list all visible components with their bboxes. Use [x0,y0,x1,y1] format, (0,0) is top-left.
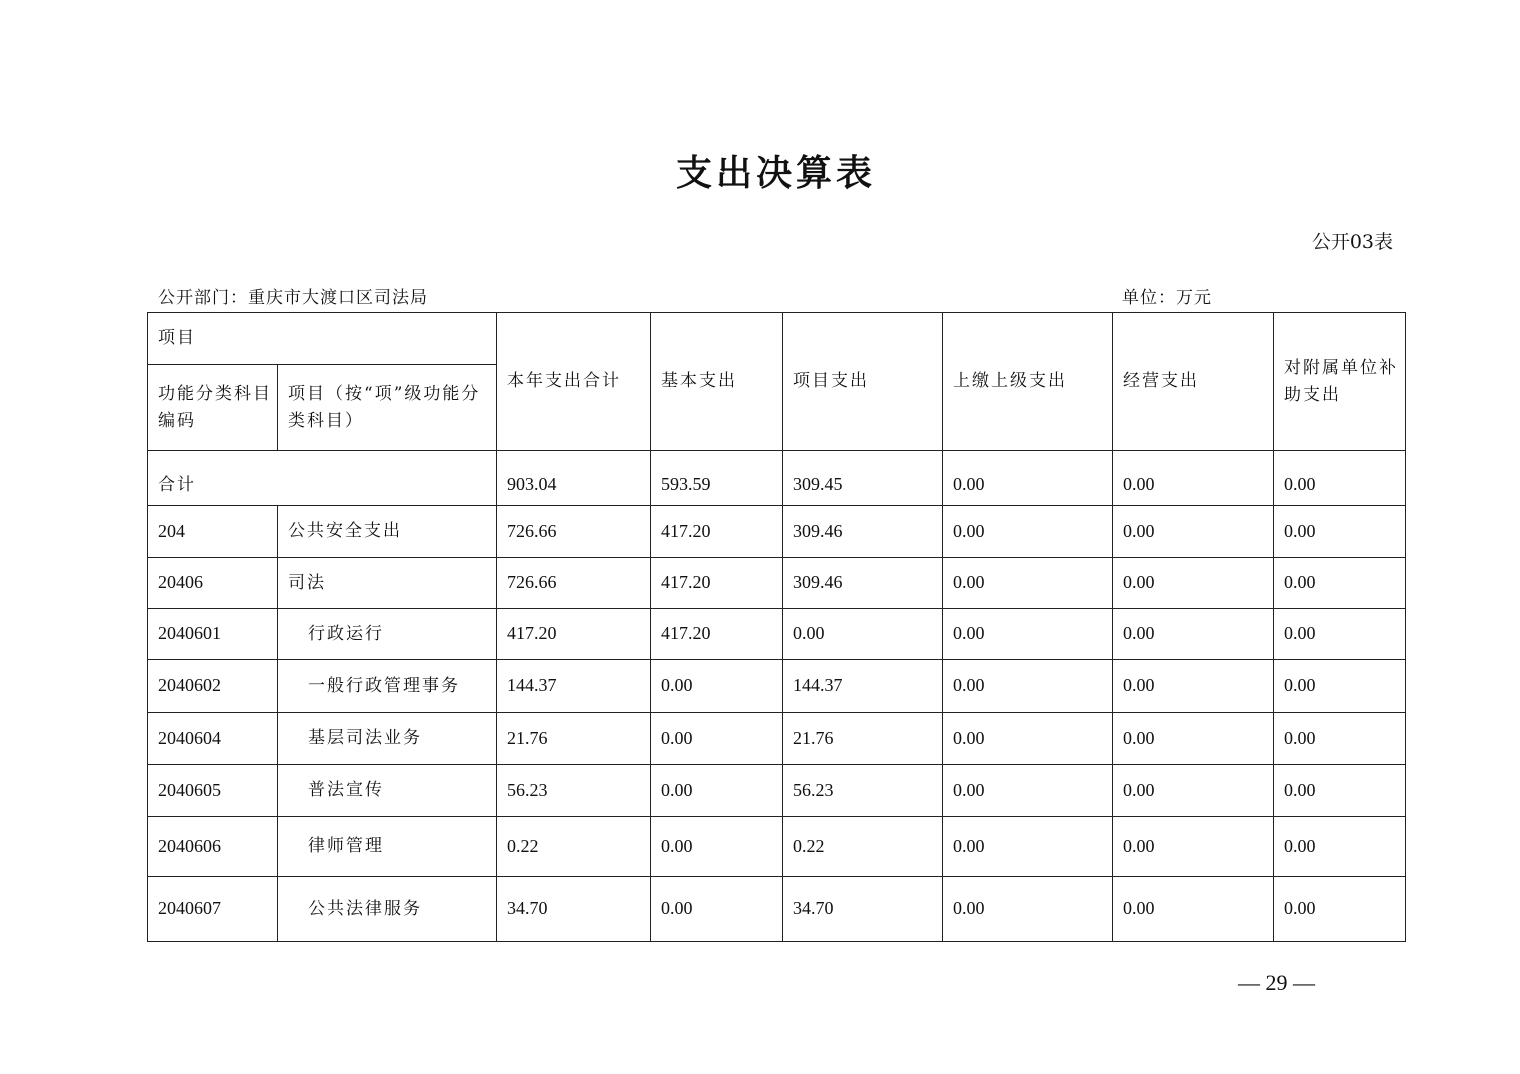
row-value: 0.00 [1274,877,1406,942]
total-value: 0.00 [1113,451,1274,506]
total-value: 0.00 [943,451,1113,506]
row-value: 0.00 [943,765,1113,817]
row-code: 204 [148,506,278,558]
row-value: 417.20 [497,609,651,660]
table-row [148,506,1406,558]
header-basic: 基本支出 [651,313,783,451]
row-name: 行政运行 [278,609,497,660]
row-code: 2040606 [148,817,278,877]
row-code: 2040604 [148,713,278,765]
row-value: 0.00 [1113,877,1274,942]
row-value: 0.00 [783,609,943,660]
row-value: 0.00 [651,877,783,942]
row-value: 0.00 [651,817,783,877]
table-row [148,660,1406,713]
row-value: 0.00 [651,765,783,817]
unit-label: 单位：万元 [1122,288,1212,308]
table-row [148,765,1406,817]
row-value: 417.20 [651,506,783,558]
row-value: 0.00 [943,660,1113,713]
row-value: 0.00 [943,506,1113,558]
row-value: 0.00 [1274,609,1406,660]
row-value: 0.00 [1274,506,1406,558]
department-label: 公开部门：重庆市大渡口区司法局 [158,288,428,308]
row-value: 0.00 [943,609,1113,660]
row-value: 0.00 [1274,558,1406,609]
total-value: 903.04 [497,451,651,506]
row-code: 20406 [148,558,278,609]
table-row [148,558,1406,609]
row-value: 144.37 [497,660,651,713]
row-value: 417.20 [651,609,783,660]
row-value: 0.00 [1113,609,1274,660]
row-value: 726.66 [497,506,651,558]
header-business: 经营支出 [1113,313,1274,451]
row-name: 基层司法业务 [278,713,497,765]
total-label: 合计 [148,451,497,506]
row-value: 0.22 [497,817,651,877]
header-project: 项目 [148,313,497,365]
total-value: 309.45 [783,451,943,506]
row-value: 0.00 [1113,817,1274,877]
row-name: 公共安全支出 [278,506,497,558]
row-value: 0.00 [1113,558,1274,609]
header-code: 功能分类科目编码 [148,365,278,451]
row-name: 司法 [278,558,497,609]
form-number: 公开03表 [1311,231,1393,253]
row-code: 2040607 [148,877,278,942]
row-value: 726.66 [497,558,651,609]
header-project-expenditure: 项目支出 [783,313,943,451]
row-value: 0.00 [1113,506,1274,558]
row-value: 309.46 [783,506,943,558]
table-row [148,877,1406,942]
row-value: 0.00 [651,713,783,765]
row-code: 2040605 [148,765,278,817]
row-value: 0.00 [1274,713,1406,765]
row-value: 0.00 [943,877,1113,942]
row-value: 56.23 [783,765,943,817]
row-value: 144.37 [783,660,943,713]
row-value: 21.76 [497,713,651,765]
row-value: 309.46 [783,558,943,609]
page-title: 支出决算表 [675,153,876,194]
table-row [148,713,1406,765]
row-name: 公共法律服务 [278,877,497,942]
row-value: 0.00 [1274,765,1406,817]
row-value: 21.76 [783,713,943,765]
expenditure-table [147,312,1406,942]
header-total: 本年支出合计 [497,313,651,451]
header-upper-remit: 上缴上级支出 [943,313,1113,451]
row-code: 2040602 [148,660,278,713]
row-value: 0.00 [943,713,1113,765]
row-value: 0.00 [1274,817,1406,877]
row-name: 律师管理 [278,817,497,877]
row-value: 0.00 [1113,713,1274,765]
total-row [148,451,1406,506]
row-value: 0.00 [651,660,783,713]
table-row [148,609,1406,660]
row-value: 417.20 [651,558,783,609]
page-number: — 29 — [1238,970,1315,995]
row-value: 0.00 [1274,660,1406,713]
row-code: 2040601 [148,609,278,660]
row-value: 34.70 [497,877,651,942]
row-value: 0.00 [1113,765,1274,817]
row-value: 0.22 [783,817,943,877]
row-value: 0.00 [1113,660,1274,713]
row-name: 普法宣传 [278,765,497,817]
header-subsidy: 对附属单位补助支出 [1274,313,1406,451]
total-value: 593.59 [651,451,783,506]
table-row [148,817,1406,877]
total-value: 0.00 [1274,451,1406,506]
row-value: 0.00 [943,817,1113,877]
row-value: 56.23 [497,765,651,817]
row-value: 34.70 [783,877,943,942]
row-name: 一般行政管理事务 [278,660,497,713]
row-value: 0.00 [943,558,1113,609]
header-item: 项目（按“项”级功能分类科目） [278,365,497,451]
